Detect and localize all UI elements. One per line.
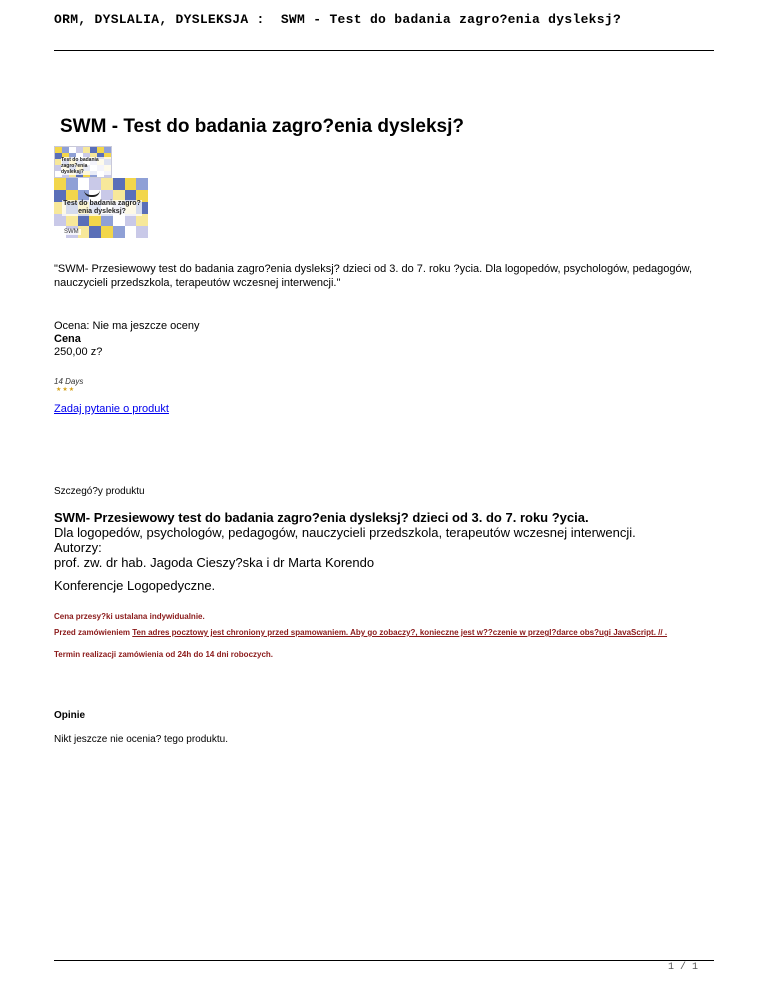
page-header: ORM, DYSLALIA, DYSLEKSJA : SWM - Test do badania zagro?enia dysleksj?: [54, 12, 622, 27]
cover-tile: [101, 178, 113, 190]
cover-tile: [113, 178, 125, 190]
conference-text: Konferencje Logopedyczne.: [54, 578, 216, 593]
cover-tile: [89, 178, 101, 190]
product-image[interactable]: [54, 178, 148, 238]
page-number: 1 / 1: [667, 962, 698, 973]
cover-tile: [54, 178, 66, 190]
product-thumbnail-small[interactable]: [54, 146, 112, 178]
reviews-empty-text: Nikt jeszcze nie ocenia? tego produktu.: [54, 734, 228, 745]
rating-text: Ocena: Nie ma jeszcze oceny: [54, 320, 200, 332]
ask-question-link[interactable]: Zadaj pytanie o produkt: [54, 403, 169, 415]
cover-tile: [101, 226, 113, 238]
price-label: Cena: [54, 333, 81, 345]
days-stars-icon: ★★★: [56, 387, 76, 393]
price-value: 250,00 z?: [54, 346, 103, 358]
header-divider: [54, 50, 714, 51]
details-line-authors-label: Autorzy:: [54, 540, 102, 555]
product-description: "SWM- Przesiewowy test do badania zagro?enia dysleksj? dzieci od 3. do 7. roku ?ycia. Dla logopedów, psychologów, pedagogów, nauczycieli przedszkola, terapeutów wczesnej interwencji.": [54, 263, 692, 289]
details-bold-line: SWM- Przesiewowy test do badania zagro?enia dysleksj? dzieci od 3. do 7. roku ?ycia.: [54, 510, 589, 525]
cover-tile: [136, 178, 148, 190]
cover-tile: [66, 178, 78, 190]
details-heading: Szczegó?y produktu: [54, 486, 145, 497]
details-line-audience: Dla logopedów, psychologów, pedagogów, nauczycieli przedszkola, terapeutów wczesnej interwencji.: [54, 525, 636, 540]
cover-tile: [125, 178, 137, 190]
days-badge: 14 Days: [54, 377, 84, 386]
cover-tile: [125, 226, 137, 238]
cover-tile: [89, 226, 101, 238]
cover-tile: [113, 226, 125, 238]
order-note-prefix: Przed zamówieniem: [54, 628, 133, 637]
order-note: [54, 628, 667, 637]
product-meta: [54, 320, 200, 359]
cover-title: Test do badania zagro?enia dysleksj?: [63, 200, 141, 215]
footer-divider: [54, 960, 714, 961]
reviews-heading: Opinie: [54, 710, 86, 721]
cover-small-title: Test do badania zagro?enia dysleksj?: [61, 157, 111, 175]
cover-tag: SWM: [64, 229, 79, 235]
protected-email-link[interactable]: Ten adres pocztowy jest chroniony przed spamowaniem. Aby go zobaczy?, konieczne jest w??czenie w przegl?darce obs?ugi JavaScript. // .: [132, 628, 668, 637]
details-line-authors: prof. zw. dr hab. Jagoda Cieszy?ska i dr Marta Korendo: [54, 555, 375, 570]
delivery-note: Termin realizacji zamówienia od 24h do 14 dni roboczych.: [54, 650, 274, 659]
details-body: [54, 510, 734, 570]
cover-tile: [136, 226, 148, 238]
product-title: SWM - Test do badania zagro?enia dysleksj?: [60, 116, 465, 137]
cover-tile: [78, 178, 90, 190]
shipping-note: Cena przesy?ki ustalana indywidualnie.: [54, 612, 205, 621]
